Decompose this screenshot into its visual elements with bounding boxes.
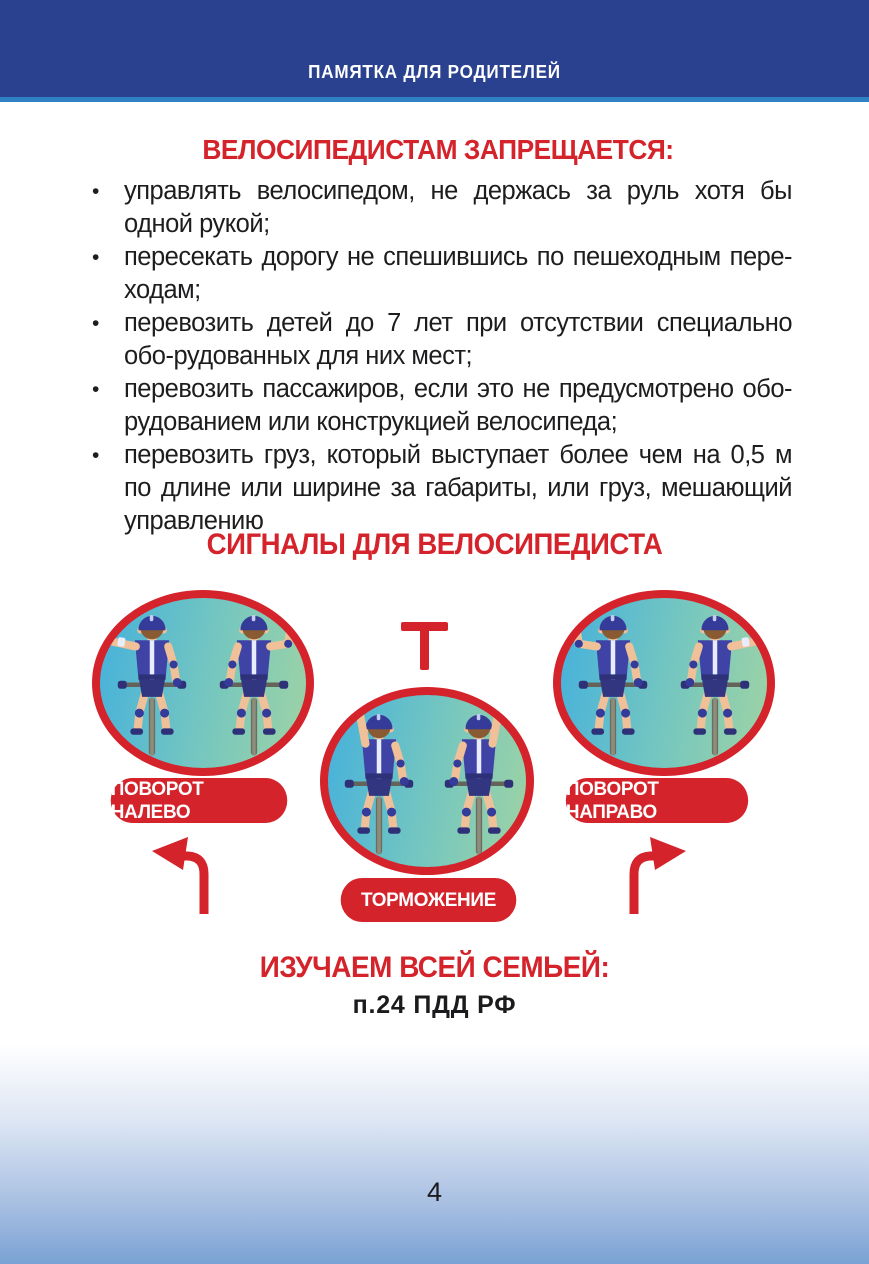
right-turn-signal-illustration — [553, 590, 775, 776]
header-band — [0, 0, 869, 97]
left-turn-label-badge: ПОВОРОТ НАЛЕВО — [111, 778, 288, 823]
brake-label-badge: ТОРМОЖЕНИЕ — [341, 878, 517, 922]
turn-left-arrow-icon — [146, 830, 228, 918]
prohibitions-section — [84, 134, 792, 538]
footer-gradient — [0, 1044, 869, 1264]
header-accent-strip — [0, 97, 869, 102]
cyclists-brake-icon — [328, 695, 526, 867]
prohibitions-list — [84, 175, 792, 538]
brake-signal-illustration — [320, 687, 534, 875]
prohibitions-heading: ВЕЛОСИПЕДИСТАМ ЗАПРЕЩАЕТСЯ: — [202, 134, 674, 165]
left-turn-signal-illustration — [92, 590, 314, 776]
turn-right-arrow-icon — [610, 830, 692, 918]
page-number: 4 — [426, 1177, 443, 1207]
right-turn-label-badge: ПОВОРОТ НАПРАВО — [566, 778, 748, 823]
t-stem — [420, 629, 429, 670]
signals-illustrations — [0, 580, 869, 980]
cyclists-right-turn-icon — [561, 598, 767, 768]
list-item: • пересекать дорогу не спешившись по пешеходным пере-ходам; — [84, 241, 792, 307]
signals-heading: СИГНАЛЫ ДЛЯ ВЕЛОСИПЕДИСТА — [206, 528, 663, 561]
list-item: • перевозить детей до 7 лет при отсутствии специально обо-рудованных для них мест; — [84, 307, 792, 373]
list-item: • управлять велосипедом, не держась за руль хотя бы одной рукой; — [84, 175, 792, 241]
brake-signal-t-icon — [401, 622, 448, 670]
cyclists-left-turn-icon — [100, 598, 306, 768]
study-reference: п.24 ПДД РФ — [352, 991, 517, 1019]
study-heading: ИЗУЧАЕМ ВСЕЙ СЕМЬЕЙ: — [259, 951, 610, 984]
list-item: • перевозить груз, который выступает более чем на 0,5 м по длине или ширине за габариты, или груз, мешающий управлению — [84, 439, 792, 538]
page-title: ПАМЯТКА ДЛЯ РОДИТЕЛЕЙ — [308, 62, 561, 82]
list-item: • перевозить пассажиров, если это не предусмотрено обо-рудованием или конструкцией велосипеда; — [84, 373, 792, 439]
